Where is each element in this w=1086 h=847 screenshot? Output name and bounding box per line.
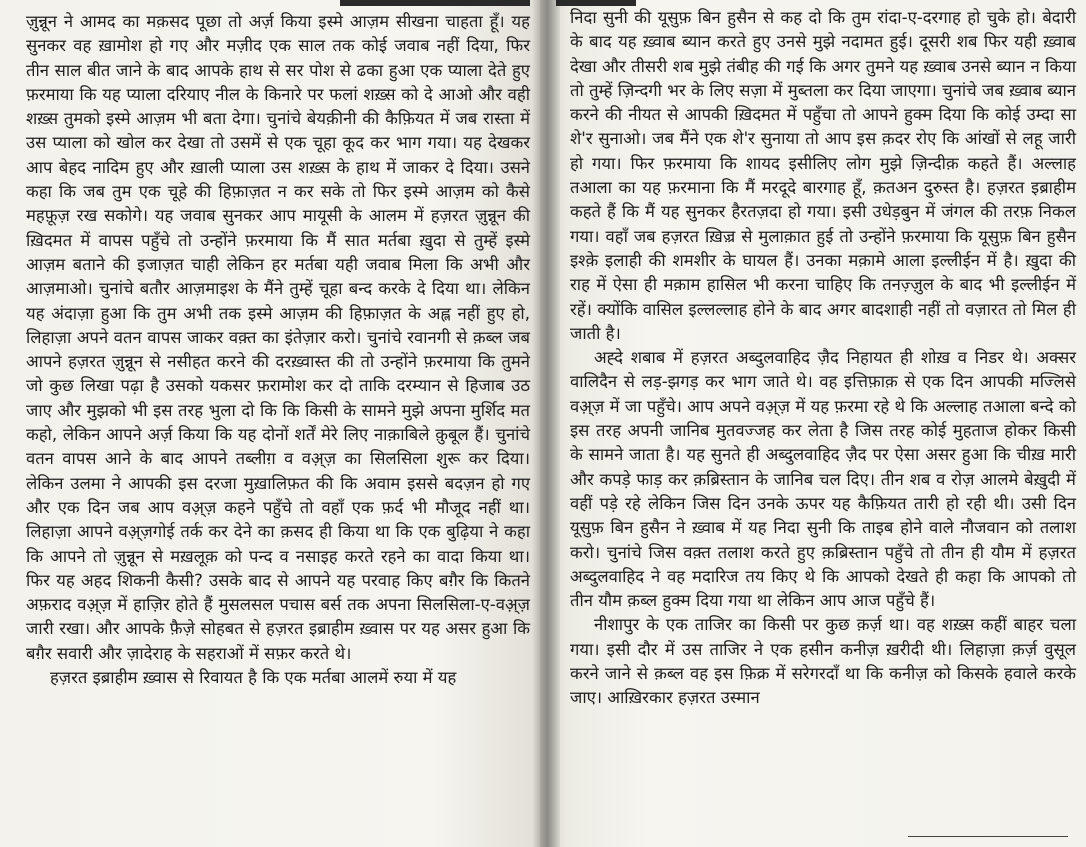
right-paragraph-3: नीशापुर के एक ताजिर का किसी पर कुछ क़र्ज़ था। वह शख़्स कहीं बाहर चला गया। इसी दौर में उस ताजिर ने एक हसीन कनीज़ ख़रीदी थी। लिहाज़ा क़र्ज़ वुसूल करने जाने से क़ब्ल वह इस फ़िक्र में सरेगरदाँ था कि कनीज़ को किसके हवाले करके जाए। आख़िरकार हज़रत उस्मान (570, 615, 1076, 708)
running-header-cut-right (556, 0, 636, 6)
right-paragraph-2: अह्दे शबाब में हज़रत अब्दुलवाहिद ज़ैद निहायत ही शोख़ व निडर थे। अक्सर वालिदैन से लड़-झगड़ कर भाग जाते थे। वह इत्तिफ़ाक़ से एक दिन आपकी मज्लिसे वअ़्ज़ में जा पहुँचे। आप अपने वअ़्ज़ में यह फ़रमा रहे थे कि अल्लाह तआला बन्दे को इस तरह अपनी जानिब मुतवज्जह कर लेता है जिस तरह कोई मुहताज होकर किसी के सामने जाता है। यह सुनते ही अब्दुलवाहिद ज़ैद पर ऐसा असर हुआ कि चीख़ मारी और कपड़े फाड़ कर क़ब्रिस्तान के जानिब चल दिए। तीन शब व रोज़ आलमे बेख़ुदी में वहीं पड़े रहे लेकिन जिस दिन उनके ऊपर यह कैफ़ियत तारी हो रही थी। उसी दिन यूसुफ़ बिन हुसैन ने ख़्वाब में यह निदा सुनी कि ताइब होने वाले नौजवान को तलाश करो। चुनांचे जिस वक़्त तलाश करते हुए क़ब्रिस्तान पहुँचे तो तीन ही यौम में हज़रत अब्दुलवाहिद ने वह मदारिज तय किए थे कि आपको देखते ही कहा कि आपको तो तीन यौम क़ब्ल हुक्म दिया गया था लेकिन आप आज पहुँचे हैं। (570, 348, 1076, 611)
book-gutter-shadow (532, 0, 560, 847)
left-paragraph-1: ज़ुन्नून ने आमद का मक़सद पूछा तो अर्ज़ किया इस्मे आज़म सीखना चाहता हूँ। यह सुनकर वह ख़ामोश हो गए और मज़ीद एक साल तक कोई जवाब नहीं दिया, फिर तीन साल बीत जाने के बाद आपके हाथ से सर पोश से ढका हुआ एक प्याला देते हुए फ़रमाया कि यह प्याला दरियाए नील के किनारे पर फलां शख़्स को दे आओ और वही शख़्स तुमको इस्मे आज़म भी बता देगा। चुनांचे बेयक़ीनी की कैफ़ियत में जब रास्ता में उस प्याला को खोल कर देखा तो उसमें से एक चूहा कूद कर भाग गया। यह देखकर आप बेहद नादिम हुए और ख़ाली प्याला उस शख़्स के हाथ में जाकर दे दिया। उसने कहा कि जब तुम एक चूहे की हिफ़ाज़त न कर सके तो फिर इस्मे आज़म को कैसे महफ़ूज़ रख सकोगे। यह जवाब सुनकर आप मायूसी के आलम में हज़रत ज़ुन्नून की ख़िदमत में वापस पहुँचे तो उन्होंने फ़रमाया कि मैं सात मर्तबा ख़ुदा से तुम्हें इस्मे आज़म बताने की इजाज़त चाही लेकिन हर मर्तबा यही जवाब मिला कि अभी और आज़माओ। चुनांचे बतौर आज़माइश के मैंने तुम्हें चूहा बन्द करके दे दिया था। लेकिन यह अंदाज़ा हुआ कि तुम अभी तक इस्मे आज़म की हिफ़ाज़त के अह्ल नहीं हुए हो, लिहाज़ा अपने वतन वापस जाकर वक़्त का इंतेज़ार करो। चुनांचे रवानगी से क़ब्ल जब आपने हज़रत ज़ुन्नून से नसीहत करने की दरख़्वास्त की तो उन्होंने फ़रमाया कि तुमने जो कुछ लिखा पढ़ा है उसको यकसर फ़रामोश कर दो ताकि दरम्यान से हिजाब उठ जाए और मुझको भी इस तरह भुला दो कि कि किसी के सामने मुझे अपना मुर्शिद मत कहो, लेकिन आपने अर्ज़ किया कि यह दोनों शर्तें मेरे लिए नाक़ाबिले क़ुबूल हैं। चुनांचे वतन वापस आने के बाद आपने तब्लीग़ व वअ़्ज़ का सिलसिला शुरू कर दिया। लेकिन उलमा ने आपकी इस दरजा मुख़ालिफ़त की कि अवाम इससे बदज़न हो गए और एक दिन जब आप वअ़्ज़ कहने पहुँचे तो वहाँ एक फ़र्द भी मौजूद नहीं था। लिहाज़ा आपने वअ़्ज़गोई तर्क कर देने का क़सद ही किया था कि एक बुढ़िया ने कहा कि आपने तो ज़ुन्नून से मख़लूक़ को पन्द व नसाइह करते रहने का वादा किया था। फिर यह अहद शिकनी कैसी? उसके बाद से आपने यह परवाह किए बग़ैर कि कितने अफ़राद वअ़्ज़ में हाज़िर होते हैं मुसलसल पचास बर्स तक अपना सिलसिला-ए-वअ़्ज़ जारी रखा। और आपके फ़ैज़े सोहबत से हज़रत इब्राहीम ख़्वास पर यह असर हुआ कि बग़ैर सवारी और ज़ादेराह के सहराओं में सफ़र करते थे। (26, 12, 531, 663)
footer-rule (908, 836, 1068, 837)
right-page (540, 0, 1086, 847)
left-paragraph-2: हज़रत इब्राहीम ख़्वास से रिवायत है कि एक मर्तबा आलमें रुया में यह (50, 668, 457, 688)
left-page (0, 0, 540, 847)
right-paragraph-1: निदा सुनी की यूसुफ़ बिन हुसैन से कह दो कि तुम रांदा-ए-दरगाह हो चुके हो। बेदारी के बाद यह ख़्वाब ब्यान करते हुए उनसे मुझे नदामत हुई। दूसरी शब फिर यही ख़्वाब देखा और तीसरी शब मुझे तंबीह की गई कि अगर तुमने यह ख़्वाब उनसे ब्यान न किया तो तुम्हें ज़िन्दगी भर के लिए सज़ा में मुब्तला कर दिया जाएगा। चुनांचे जब ख़्वाब ब्यान करने की नीयत से आपकी ख़िदमत में पहुँचा तो आपने हुक्म दिया कि कोई उम्दा सा शे'र सुनाओ। जब मैंने एक शे'र सुनाया तो आप इस क़दर रोए कि आंखों से लहू जारी हो गया। फिर फ़रमाया कि शायद इसीलिए लोग मुझे ज़िन्दीक़ कहते हैं। अल्लाह तआला का यह फ़रमाना कि मैं मरदूदे बारगाह हूँ, क़तअन दुरुस्त है। हज़रत इब्राहीम कहते हैं कि मैं यह सुनकर हैरतज़दा हो गया। इसी उधेड़बुन में जंगल की तरफ़ निकल गया। वहाँ जब हज़रत ख़िज़्र से मुलाक़ात हुई तो उन्होंने फ़रमाया कि यूसुफ़ बिन हुसैन इश्क़े इलाही की शमशीर के घायल हैं। उनका मक़ामे आला इल्लीईन में है। ख़ुदा की राह में ऐसा ही मक़ाम हासिल भी करना चाहिए कि तनज़्ज़ुल के बाद भी इल्लीईन में रहें। क्योंकि वासिल इल्लल्लाह होने के बाद अगर बादशाही नहीं तो वज़ारत तो मिल ही जाती है। (570, 8, 1076, 343)
running-header-cut-left (340, 0, 530, 6)
